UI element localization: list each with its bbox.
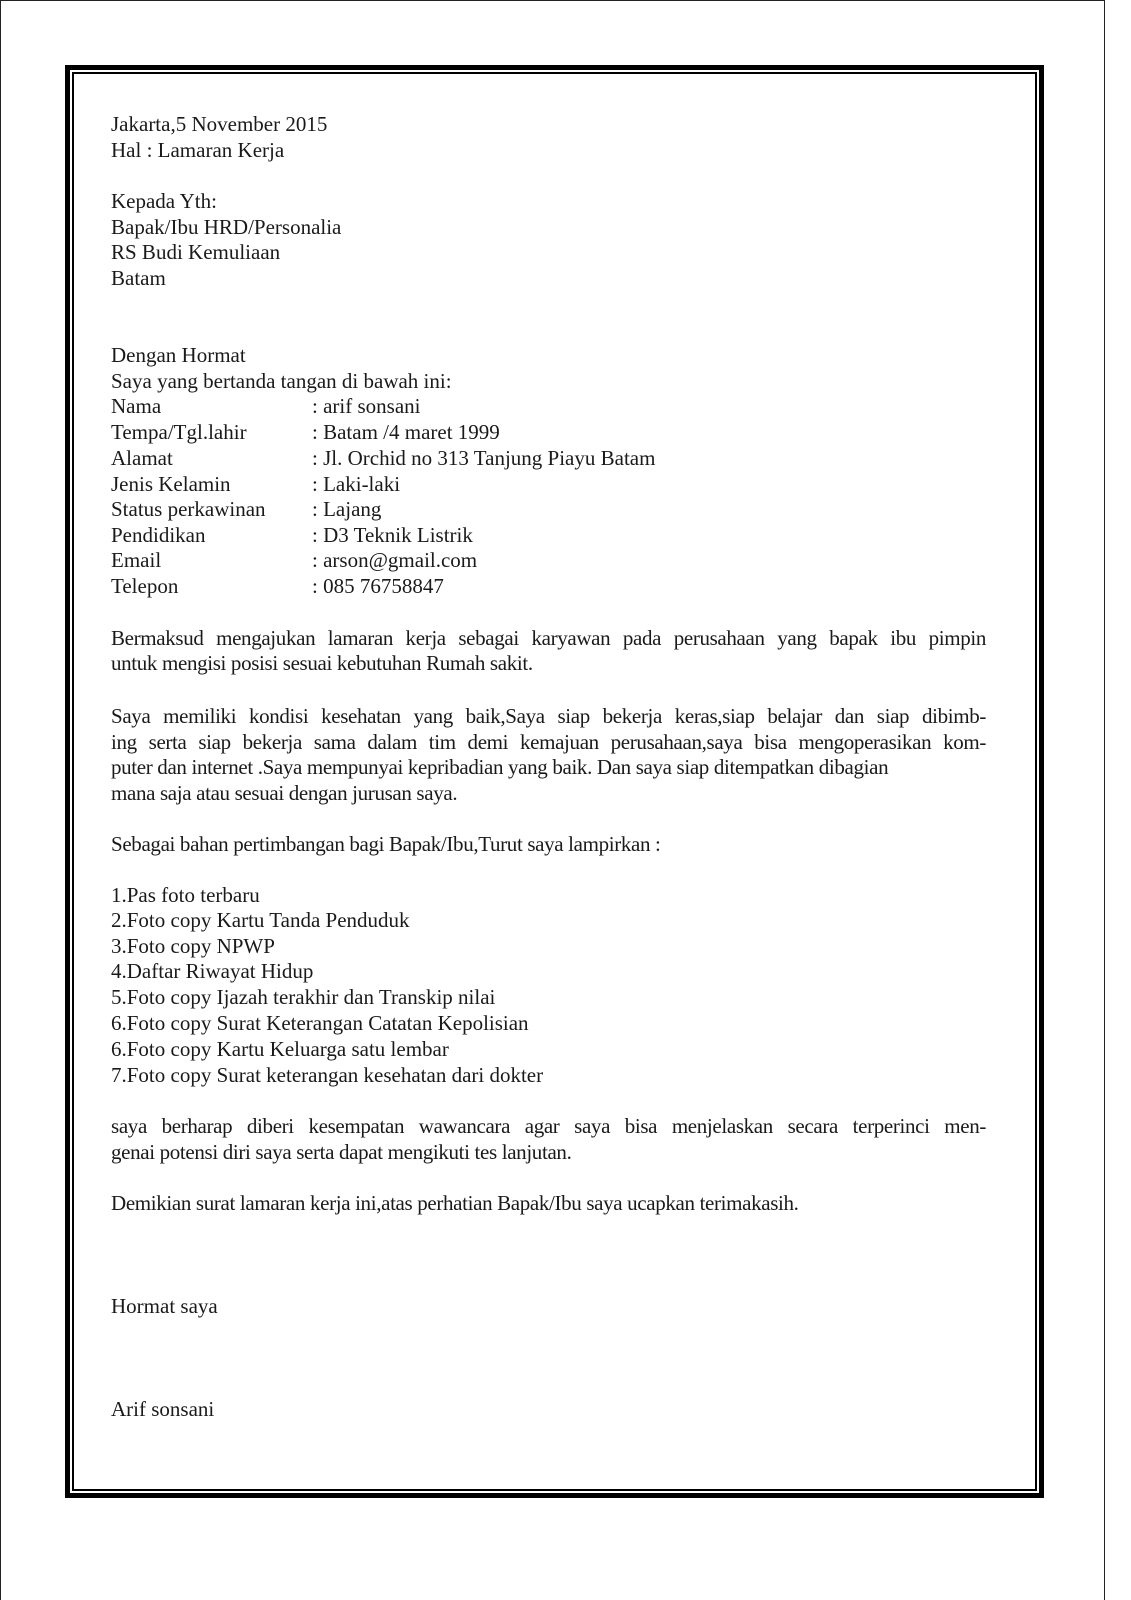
recipient-city: Batam xyxy=(111,266,166,290)
field-label: Pendidikan xyxy=(111,523,206,547)
attachment-item: 2.Foto copy Kartu Tanda Penduduk xyxy=(111,908,410,932)
intro: Saya yang bertanda tangan di bawah ini: xyxy=(111,369,452,393)
field-value: : Jl. Orchid no 313 Tanjung Piayu Batam xyxy=(312,446,656,470)
attachment-item: 5.Foto copy Ijazah terakhir dan Transkip nilai xyxy=(111,985,496,1009)
place-date: Jakarta,5 November 2015 xyxy=(111,112,328,136)
paragraph-line: saya berharap diberi kesempatan wawancara agar saya bisa menjelaskan secara terperinci men- xyxy=(111,1114,986,1138)
attachment-item: 1.Pas foto terbaru xyxy=(111,883,260,907)
paragraph-line: Bermaksud mengajukan lamaran kerja sebagai karyawan pada perusahaan yang bapak ibu pimpin xyxy=(111,626,986,650)
signature-name: Arif sonsani xyxy=(111,1397,215,1421)
field-value: : arson@gmail.com xyxy=(312,548,478,572)
field-value: : 085 76758847 xyxy=(312,574,444,598)
attachment-item: 6.Foto copy Surat Keterangan Catatan Kepolisian xyxy=(111,1011,529,1035)
attachments-intro: Sebagai bahan pertimbangan bagi Bapak/Ibu,Turut saya lampirkan : xyxy=(111,832,661,856)
paragraph-line: ing serta siap bekerja sama dalam tim demi kemajuan perusahaan,saya bisa mengoperasikan kom- xyxy=(111,730,986,754)
recipient-greeting: Kepada Yth: xyxy=(111,189,217,213)
recipient-name: Bapak/Ibu HRD/Personalia xyxy=(111,215,342,239)
signoff: Hormat saya xyxy=(111,1294,218,1318)
field-label: Nama xyxy=(111,394,162,418)
field-label: Alamat xyxy=(111,446,173,470)
field-value: : arif sonsani xyxy=(312,394,421,418)
attachment-item: 3.Foto copy NPWP xyxy=(111,934,275,958)
field-label: Status perkawinan xyxy=(111,497,266,521)
closing: Demikian surat lamaran kerja ini,atas perhatian Bapak/Ibu saya ucapkan terimakasih. xyxy=(111,1191,799,1215)
field-value: : Lajang xyxy=(312,497,382,521)
field-value: : Laki-laki xyxy=(312,472,401,496)
field-label: Tempa/Tgl.lahir xyxy=(111,420,247,444)
paragraph-line: mana saja atau sesuai dengan jurusan saya. xyxy=(111,781,458,805)
attachment-item: 6.Foto copy Kartu Keluarga satu lembar xyxy=(111,1037,449,1061)
paragraph-line: genai potensi diri saya serta dapat mengikuti tes lanjutan. xyxy=(111,1140,572,1164)
field-label: Jenis Kelamin xyxy=(111,472,231,496)
subject: Hal : Lamaran Kerja xyxy=(111,138,285,162)
field-value: : D3 Teknik Listrik xyxy=(312,523,473,547)
attachment-item: 4.Daftar Riwayat Hidup xyxy=(111,959,314,983)
salutation: Dengan Hormat xyxy=(111,343,246,367)
field-label: Email xyxy=(111,548,162,572)
recipient-company: RS Budi Kemuliaan xyxy=(111,240,281,264)
paragraph-line: puter dan internet .Saya mempunyai kepribadian yang baik. Dan saya siap ditempatkan dibagian xyxy=(111,755,889,779)
field-value: : Batam /4 maret 1999 xyxy=(312,420,500,444)
paragraph-line: untuk mengisi posisi sesuai kebutuhan Rumah sakit. xyxy=(111,651,533,675)
attachment-item: 7.Foto copy Surat keterangan kesehatan dari dokter xyxy=(111,1063,544,1087)
paragraph-line: Saya memiliki kondisi kesehatan yang baik,Saya siap bekerja keras,siap belajar dan siap dibimb- xyxy=(111,704,986,728)
field-label: Telepon xyxy=(111,574,179,598)
